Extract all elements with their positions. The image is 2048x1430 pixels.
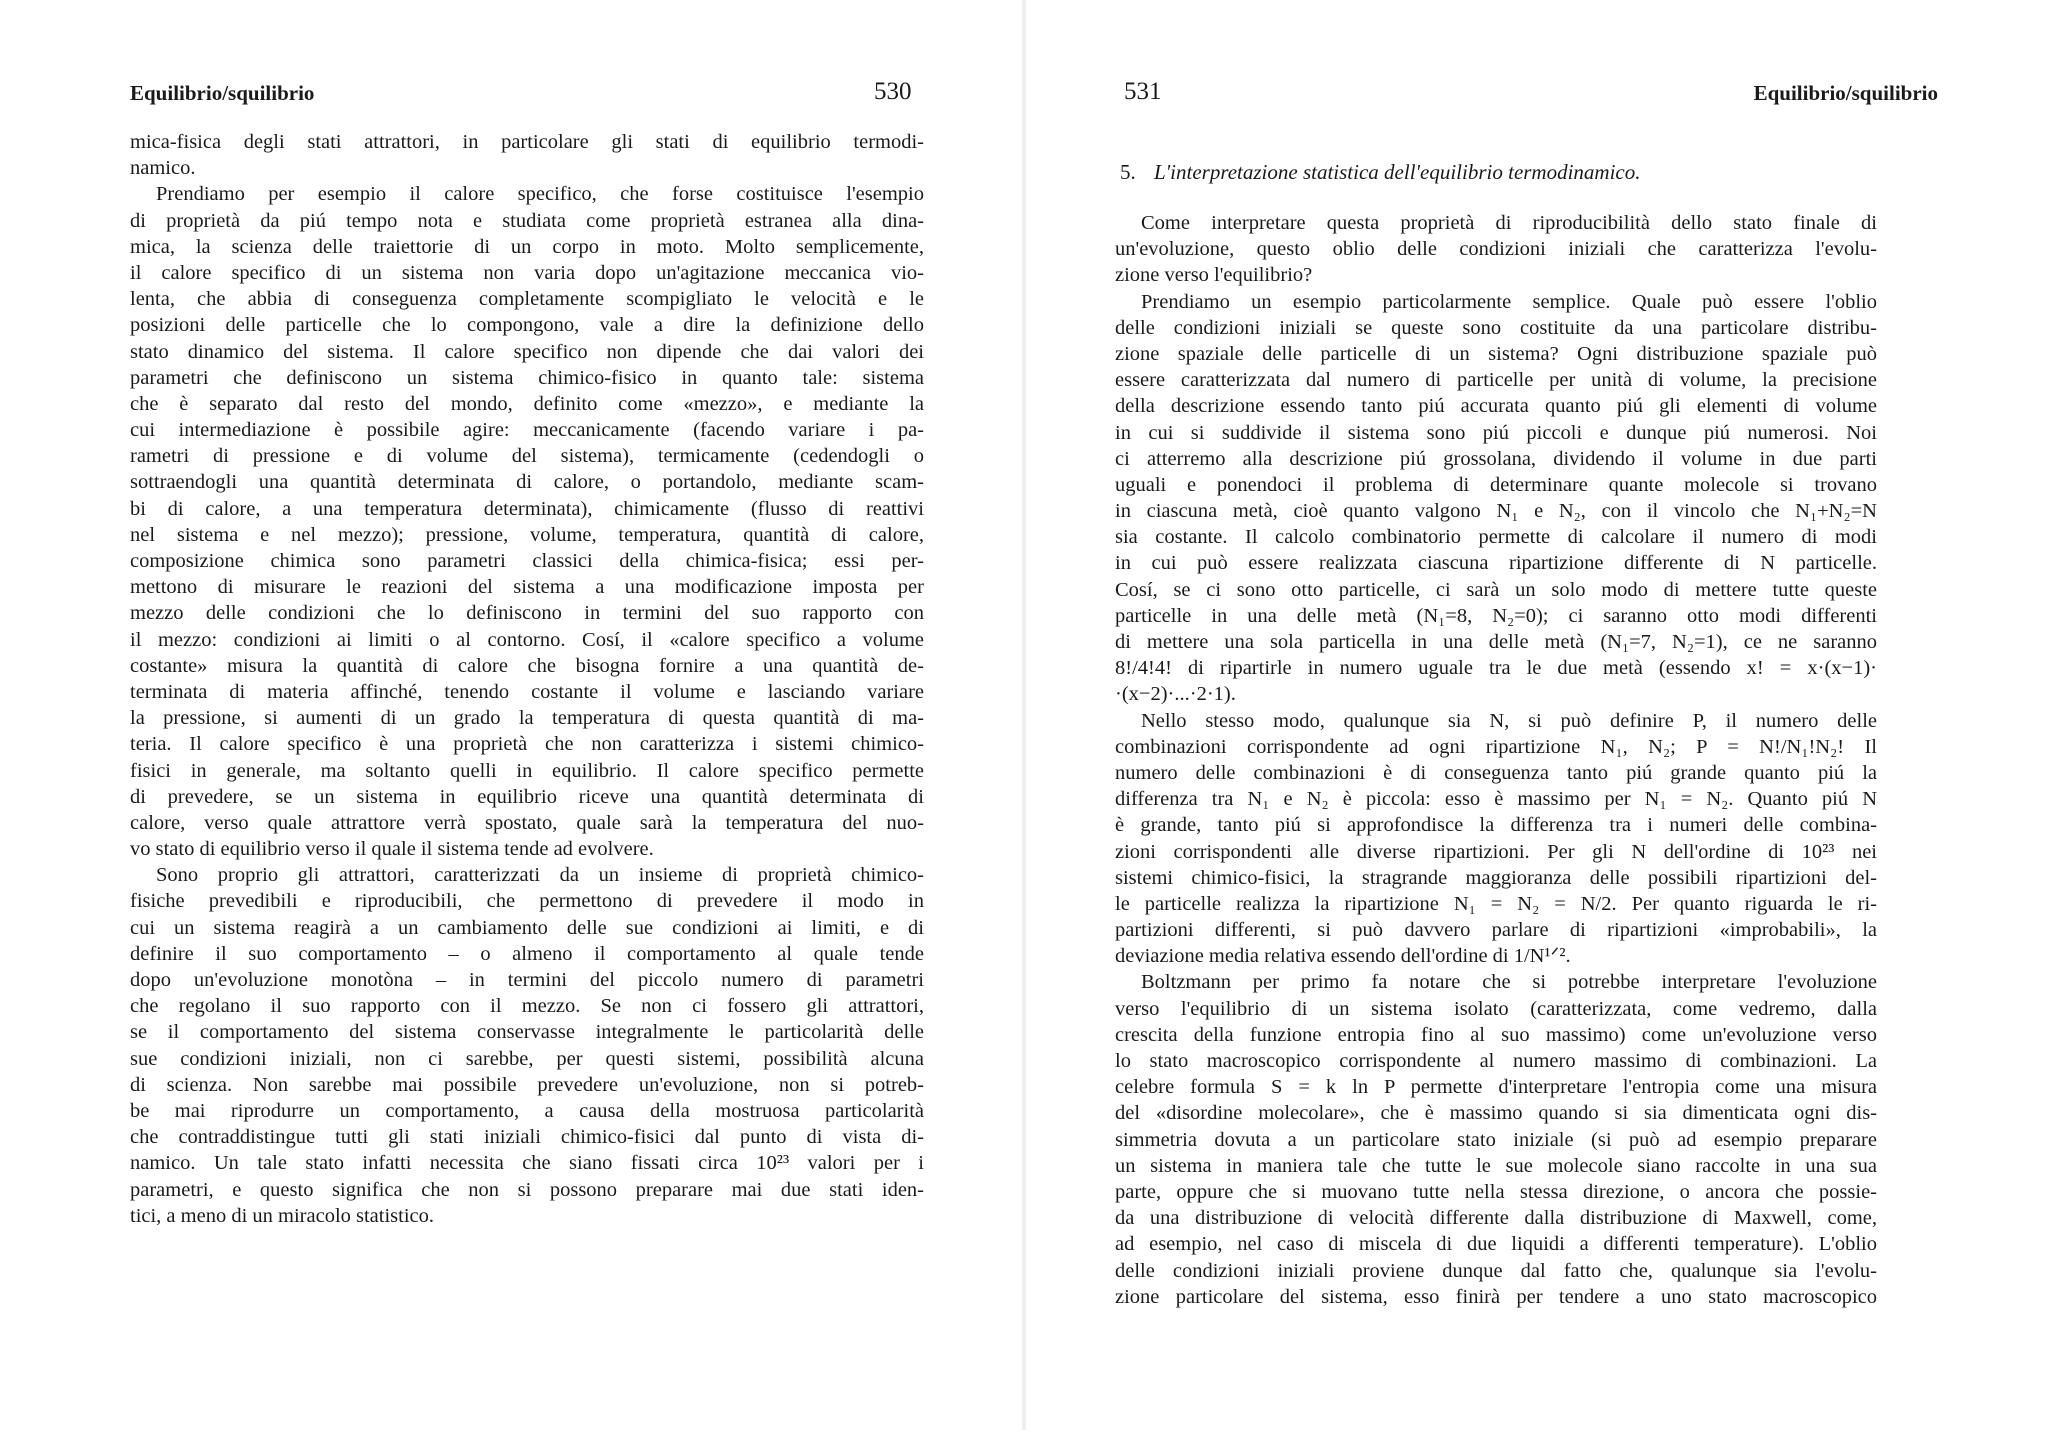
page-number: 530 xyxy=(874,78,912,105)
text-line: teria. Il calore specifico è una proprietà che non caratterizza i sistemi chimico- xyxy=(130,733,924,756)
text-line: che regolano il suo rapporto con il mezzo. Se non ci fossero gli attrattori, xyxy=(130,995,924,1018)
text-line: le particelle realizza la ripartizione N₁ = N₂ = N/2. Per quanto riguarda le ri- xyxy=(1115,892,1877,915)
text-line: essere caratterizzata dal numero di particelle per unità di volume, la precisione xyxy=(1115,369,1877,392)
section-number: 5. xyxy=(1120,160,1136,184)
text-line: tici, a meno di un miracolo statistico. xyxy=(130,1204,435,1227)
text-line: calore, verso quale attrattore verrà spostato, quale sarà la temperatura del nuo- xyxy=(130,811,924,834)
text-line: costante» misura la quantità di calore che bisogna fornire a una quantità de- xyxy=(130,654,924,677)
text-line: differenza tra N₁ e N₂ è piccola: esso è massimo per N₁ = N₂. Quanto piú N xyxy=(1115,788,1877,811)
text-line: terminata di materia affinché, tenendo costante il volume e lasciando variare xyxy=(130,680,924,703)
running-title: Equilibrio/squilibrio xyxy=(1753,81,1938,105)
text-line: mezzo delle condizioni che lo definiscono in termini del suo rapporto con xyxy=(130,602,924,625)
text-line: uguali e ponendoci il problema di determinare quante molecole si trovano xyxy=(1115,473,1877,496)
text-line: be mai riprodurre un comportamento, a causa della mostruosa particolarità xyxy=(130,1099,924,1122)
text-line: simmetria dovuta a un particolare stato iniziale (si può ad esempio preparare xyxy=(1115,1128,1877,1151)
text-line: celebre formula S = k ln P permette d'interpretare l'entropia come una misura xyxy=(1115,1076,1877,1099)
text-line: cui un sistema reagirà a un cambiamento delle sue condizioni ai limiti, e di xyxy=(130,916,924,939)
text-line: il mezzo: condizioni ai limiti o al contorno. Cosí, il «calore specifico a volume xyxy=(130,628,924,651)
text-line: cui intermediazione è possibile agire: meccanicamente (facendo variare i pa- xyxy=(130,419,924,442)
text-line: fisiche prevedibili e riproducibili, che permettono di prevedere il modo in xyxy=(130,890,924,913)
text-line: Prendiamo un esempio particolarmente semplice. Quale può essere l'oblio xyxy=(1141,290,1877,313)
text-line: mica-fisica degli stati attrattori, in particolare gli stati di equilibrio termodi- xyxy=(130,131,924,153)
text-line: in cui può essere realizzata ciascuna ripartizione differente di N particelle. xyxy=(1115,552,1877,575)
text-line: ad esempio, nel caso di miscela di due liquidi a differenti temperature). L'oblio xyxy=(1115,1233,1877,1256)
text-line: Boltzmann per primo fa notare che si potrebbe interpretare l'evoluzione xyxy=(1141,971,1877,994)
text-line: numero delle combinazioni è di conseguenza tanto piú grande quanto piú la xyxy=(1115,761,1877,784)
text-line: di proprietà da piú tempo nota e studiata come proprietà estranea alla dina- xyxy=(130,209,924,232)
text-line: sistemi chimico-fisici, la stragrande maggioranza delle possibili ripartizioni del- xyxy=(1115,866,1877,889)
text-line: parametri, e questo significa che non si possono preparare mai due stati iden- xyxy=(130,1178,924,1201)
text-line: composizione chimica sono parametri classici della chimica-fisica; essi per- xyxy=(130,550,924,572)
text-line: crescita della funzione entropia fino al suo massimo) come un'evoluzione verso xyxy=(1115,1023,1877,1046)
text-line: vo stato di equilibrio verso il quale il sistema tende ad evolvere. xyxy=(130,838,654,861)
text-line: del «disordine molecolare», che è massimo quando si sia dimenticata ogni dis- xyxy=(1115,1102,1877,1125)
text-line: namico. xyxy=(130,157,196,180)
text-line: che contraddistingue tutti gli stati iniziali chimico-fisici dal punto di vista di- xyxy=(130,1126,924,1149)
text-line: deviazione media relativa essendo dell'ordine di 1/N¹ᐟ². xyxy=(1115,945,1571,968)
text-line: delle condizioni iniziali proviene dunque dal fatto che, qualunque sia l'evolu- xyxy=(1115,1259,1877,1282)
text-line: namico. Un tale stato infatti necessita che siano fissati circa 10²³ valori per i xyxy=(130,1152,924,1175)
text-line: Nello stesso modo, qualunque sia N, si può definire P, il numero delle xyxy=(1141,709,1877,732)
text-line: in cui si suddivide il sistema sono piú piccoli e dunque piú numerosi. Noi xyxy=(1115,421,1877,444)
text-line: parametri che definiscono un sistema chimico-fisico in quanto tale: sistema xyxy=(130,366,924,389)
text-line: la pressione, si aumenti di un grado la temperatura di questa quantità di ma- xyxy=(130,707,924,730)
text-line: se il comportamento del sistema conservasse integralmente le particolarità delle xyxy=(130,1021,924,1044)
text-line: zione spaziale delle particelle di un sistema? Ogni distribuzione spaziale può xyxy=(1115,342,1877,365)
text-line: sottraendogli una quantità determinata di calore, o portandolo, mediante scam- xyxy=(130,471,924,494)
text-line: bi di calore, a una temperatura determinata), chimicamente (flusso di reattivi xyxy=(130,497,924,520)
text-line: definire il suo comportamento – o almeno il comportamento al quale tende xyxy=(130,942,924,965)
text-line: stato dinamico del sistema. Il calore specifico non dipende che dai valori dei xyxy=(130,340,924,363)
text-line: è grande, tanto piú si approfondisce la differenza tra i numeri delle combina- xyxy=(1115,814,1877,837)
text-line: combinazioni corrispondente ad ogni ripartizione N₁, N₂; P = N!/N₁!N₂! Il xyxy=(1115,735,1877,758)
text-line: partizioni differenti, si può davvero parlare di ripartizioni «improbabili», la xyxy=(1115,919,1877,942)
text-line: di scienza. Non sarebbe mai possibile prevedere un'evoluzione, non si potreb- xyxy=(130,1073,924,1096)
body-text xyxy=(130,129,924,1229)
text-line: posizioni delle particelle che lo compongono, vale a dire la definizione dello xyxy=(130,314,924,337)
text-line: nel sistema e nel mezzo); pressione, volume, temperatura, quantità di calore, xyxy=(130,523,924,546)
text-line: sue condizioni iniziali, non ci sarebbe, per questi sistemi, possibilità alcuna xyxy=(130,1047,924,1070)
body-text xyxy=(1115,210,1877,1310)
text-line: particelle in una delle metà (N₁=8, N₂=0); ci saranno otto modi differenti xyxy=(1115,604,1877,627)
text-line: di prevedere, se un sistema in equilibrio riceve una quantità determinata di xyxy=(130,785,924,808)
text-line: lenta, che abbia di conseguenza completamente scompigliato le velocità e le xyxy=(130,288,924,311)
text-line: della descrizione essendo tanto piú accurata quanto piú gli elementi di volume xyxy=(1115,395,1877,418)
text-line: zione particolare del sistema, esso finirà per tendere a uno stato macroscopico xyxy=(1115,1285,1877,1308)
text-line: verso l'equilibrio di un sistema isolato (caratterizzata, come vedremo, dalla xyxy=(1115,997,1877,1020)
text-line: lo stato macroscopico corrispondente al numero massimo di combinazioni. La xyxy=(1115,1050,1877,1072)
text-line: sia costante. Il calcolo combinatorio permette di calcolare il numero di modi xyxy=(1115,526,1877,549)
section-title: L'interpretazione statistica dell'equilibrio termodinamico. xyxy=(1154,160,1641,184)
text-line: che è separato dal resto del mondo, definito come «mezzo», e mediante la xyxy=(130,392,924,415)
right-page xyxy=(1024,0,2048,1430)
text-line: zione verso l'equilibrio? xyxy=(1115,264,1313,287)
text-line: un sistema in maniera tale che tutte le sue molecole siano raccolte in una sua xyxy=(1115,1154,1877,1177)
text-line: da una distribuzione di velocità differente dalla distribuzione di Maxwell, come, xyxy=(1115,1207,1877,1230)
text-line: ci atterremo alla descrizione piú grossolana, dividendo il volume in due parti xyxy=(1115,447,1877,470)
page-number: 531 xyxy=(1124,78,1162,105)
section-heading xyxy=(1120,159,1641,185)
text-line: rametri di pressione e di volume del sistema), termicamente (cedendogli o xyxy=(130,445,924,468)
text-line: Cosí, se ci sono otto particelle, ci sarà un solo modo di mettere tutte queste xyxy=(1115,578,1877,601)
text-line: parte, oppure che si muovano tutte nella stessa direzione, o ancora che possie- xyxy=(1115,1180,1877,1203)
text-line: zioni corrispondenti alle diverse ripartizioni. Per gli N dell'ordine di 10²³ nei xyxy=(1115,840,1877,863)
text-line: Come interpretare questa proprietà di riproducibilità dello stato finale di xyxy=(1141,212,1877,234)
text-line: mica, la scienza delle traiettorie di un corpo in moto. Molto semplicemente, xyxy=(130,235,924,258)
text-line: dopo un'evoluzione monotòna – in termini del piccolo numero di parametri xyxy=(130,969,924,991)
running-title: Equilibrio/squilibrio xyxy=(130,81,315,105)
text-line: in ciascuna metà, cioè quanto valgono N₁ e N₂, con il vincolo che N₁+N₂=N xyxy=(1115,500,1877,523)
text-line: Sono proprio gli attrattori, caratterizzati da un insieme di proprietà chimico- xyxy=(156,864,924,887)
text-line: fisici in generale, ma soltanto quelli in equilibrio. Il calore specifico permette xyxy=(130,759,924,782)
text-line: 8!/4!4! di ripartirle in numero uguale tra le due metà (essendo x! = x·(x−1)· xyxy=(1115,657,1877,680)
text-line: delle condizioni iniziali se queste sono costituite da una particolare distribu- xyxy=(1115,316,1877,339)
text-line: il calore specifico di un sistema non varia dopo un'agitazione meccanica vio- xyxy=(130,261,924,284)
text-line: ·(x−2)·...·2·1). xyxy=(1115,683,1236,706)
text-line: di mettere una sola particella in una delle metà (N₁=7, N₂=1), ce ne saranno xyxy=(1115,631,1877,653)
text-line: mettono di misurare le reazioni del sistema a una modificazione imposta per xyxy=(130,576,924,599)
text-line: un'evoluzione, questo oblio delle condizioni iniziali che caratterizza l'evolu- xyxy=(1115,238,1877,261)
text-line: Prendiamo per esempio il calore specifico, che forse costituisce l'esempio xyxy=(156,183,924,206)
